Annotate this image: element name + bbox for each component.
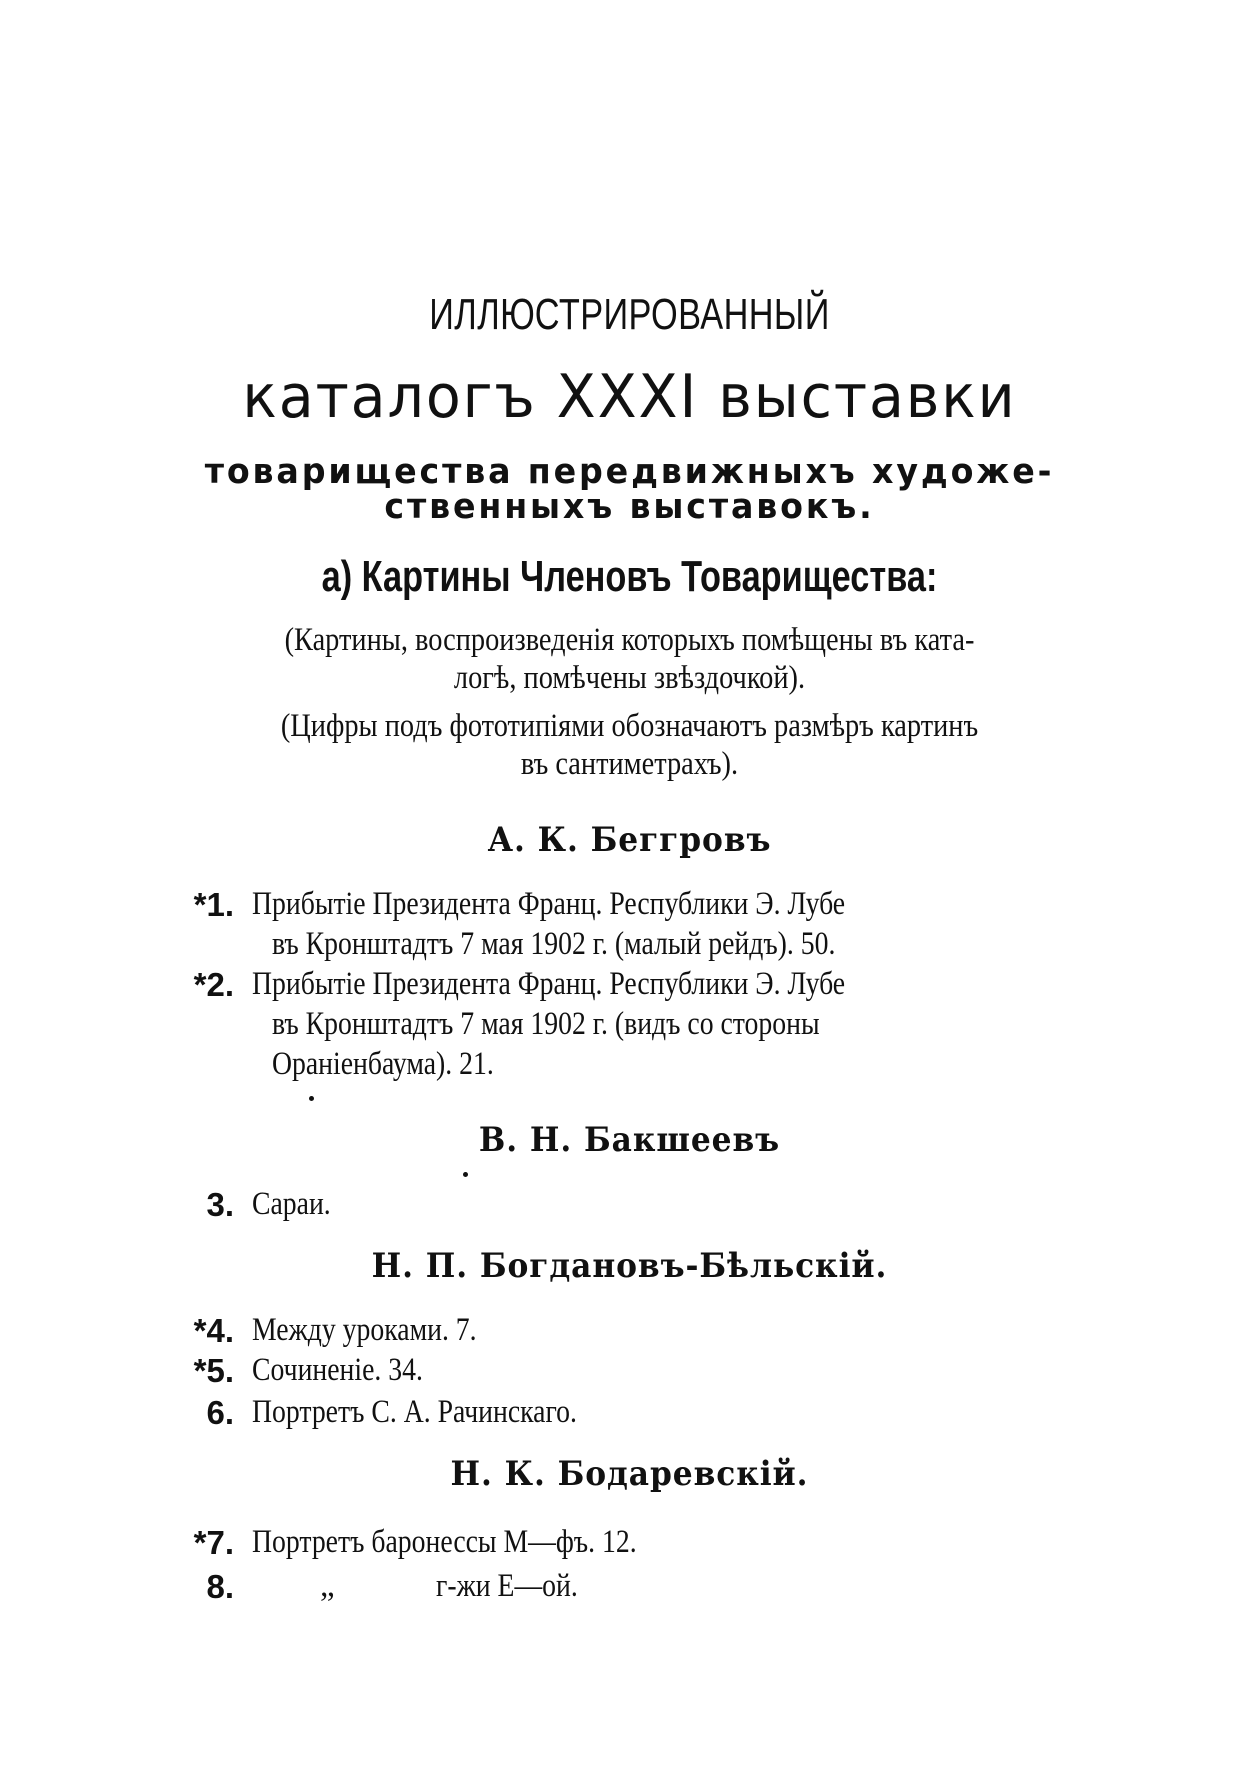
entry-number: 6. — [206, 1394, 234, 1431]
catalog-header-line3a: товарищества передвижныхъ художе- — [204, 452, 1055, 492]
author-name: Н. П. Богдановъ-Бѣльскій. — [371, 1246, 888, 1286]
entry-text: Сараи. — [252, 1186, 331, 1222]
entry-text: въ Кронштадтъ 7 мая 1902 г. (малый рейдъ). 50. — [272, 926, 836, 962]
entry-number: *7. — [193, 1524, 234, 1561]
entry-number: 8. — [206, 1568, 234, 1605]
entry-number: *2. — [193, 966, 234, 1003]
print-speck — [463, 1172, 468, 1177]
note-line: (Цифры подъ фототипіями обозначаютъ размѣръ картинъ — [280, 708, 979, 744]
entry-text: въ Кронштадтъ 7 мая 1902 г. (видъ со стороны — [272, 1006, 820, 1042]
entry-text: Прибытіе Президента Франц. Республики Э. Лубе — [252, 966, 846, 1002]
author-name: В. Н. Бакшеевъ — [478, 1120, 781, 1160]
entry-text: Между уроками. 7. — [252, 1312, 477, 1348]
entry-text: Портретъ баронессы М—фъ. 12. — [252, 1524, 637, 1560]
entry-text: г-жи Е—ой. — [436, 1568, 578, 1604]
author-name: А. К. Беггровъ — [487, 820, 772, 860]
catalog-header-line2: каталогъ XXXI выставки — [242, 362, 1017, 432]
note-line: (Картины, воспроизведенія которыхъ помѣщены въ ката- — [284, 622, 975, 658]
entry-number: *1. — [193, 886, 234, 923]
note-line: въ сантиметрахъ). — [520, 746, 739, 782]
section-title: а) Картины Членовъ Товарищества: — [321, 552, 938, 601]
note-line: логѣ, помѣчены звѣздочкой). — [453, 660, 806, 696]
entry-text: Портретъ С. А. Рачинскаго. — [252, 1394, 577, 1430]
entry-number: *4. — [193, 1312, 234, 1349]
catalog-header-line1: ИЛЛЮСТРИРОВАННЫЙ — [429, 290, 830, 339]
author-name: Н. К. Бодаревскій. — [450, 1454, 809, 1494]
ditto-mark: „ — [320, 1568, 335, 1604]
entry-text: Ораніенбаума). 21. — [272, 1046, 494, 1082]
entry-text: Сочиненіе. 34. — [252, 1352, 423, 1388]
catalog-header-line3b: ственныхъ выставокъ. — [384, 487, 875, 527]
entry-number: *5. — [193, 1352, 234, 1389]
print-speck — [309, 1096, 314, 1101]
entry-number: 3. — [206, 1186, 234, 1223]
entry-text: Прибытіе Президента Франц. Республики Э. Лубе — [252, 886, 846, 922]
